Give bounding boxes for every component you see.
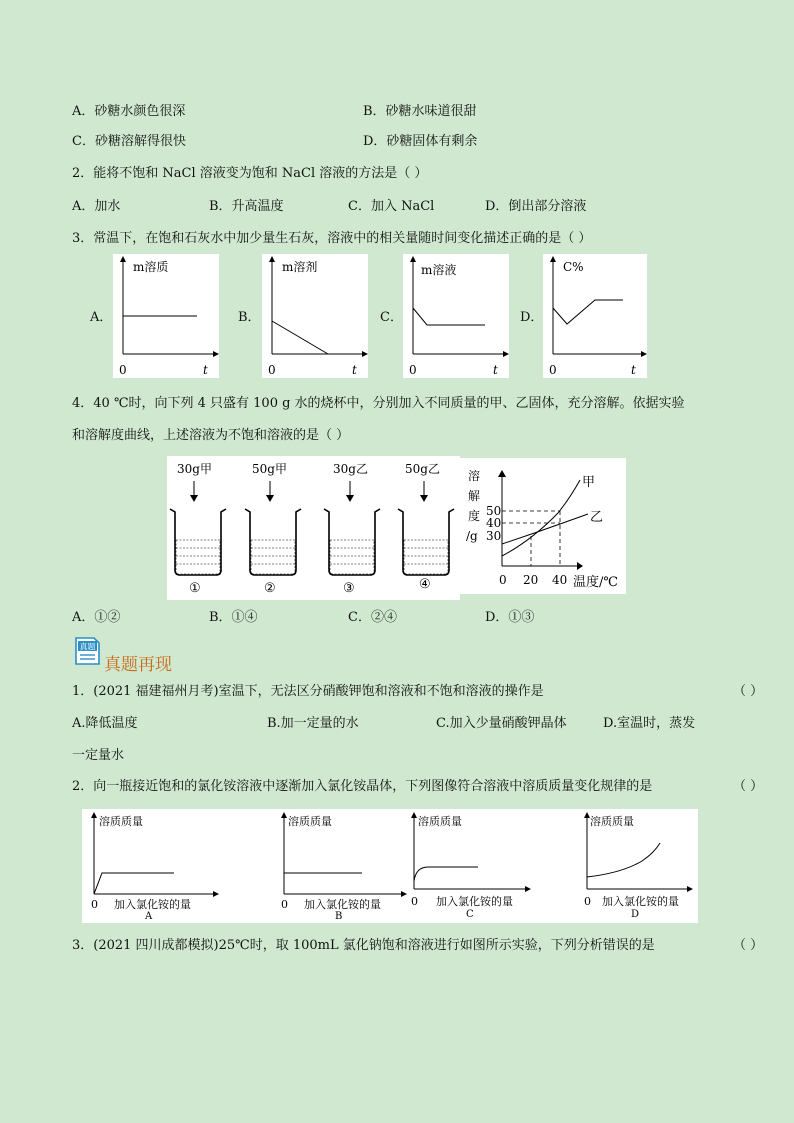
real-q1-option-d-cont: 一定量水 bbox=[72, 748, 125, 763]
option-d: D．砂糖固体有剩余 bbox=[363, 134, 478, 149]
sol-ylabel-2: 解 bbox=[468, 489, 481, 503]
beaker-1-num: ① bbox=[189, 581, 201, 596]
r2-d-xlabel: 加入氯化铵的量 bbox=[602, 895, 679, 908]
beaker-2-amount: 50g甲 bbox=[252, 462, 287, 476]
q3-graph-c bbox=[403, 254, 509, 378]
r2-a-curve bbox=[94, 873, 174, 894]
question-3-stem: 3．常温下，在饱和石灰水中加少量生石灰，溶液中的相关量随时间变化描述正确的是（ ） bbox=[72, 231, 592, 246]
q3-b-xlabel: t bbox=[352, 363, 357, 377]
question-2-stem: 2．能将不饱和 NaCl 溶液变为饱和 NaCl 溶液的方法是（ ） bbox=[72, 166, 428, 181]
real-q3-stem: 3．(2021 四川成都模拟)25℃时，取 100mL 氯化钠饱和溶液进行如图所示实验，下列分析错误的是 bbox=[72, 938, 655, 953]
section-title: 真题再现 bbox=[104, 655, 172, 675]
sol-ytick-40: 40 bbox=[486, 516, 502, 530]
r2-d-origin: 0 bbox=[584, 895, 591, 908]
real-q1-option-b: B.加一定量的水 bbox=[267, 716, 359, 731]
q3-label-d: D． bbox=[520, 310, 544, 325]
r2-a-ylabel: 溶质质量 bbox=[99, 815, 143, 828]
q3-b-curve bbox=[272, 321, 328, 354]
q2-option-b: B．升高温度 bbox=[209, 199, 284, 214]
beaker-3-num: ③ bbox=[343, 581, 355, 596]
beaker-4 bbox=[398, 462, 454, 592]
sol-series-yi: 乙 bbox=[590, 510, 604, 525]
beaker-2 bbox=[245, 462, 301, 596]
beaker-4-num: ④ bbox=[419, 577, 431, 592]
beaker-1 bbox=[170, 462, 226, 596]
curve-yi bbox=[502, 514, 588, 544]
r2-d-letter: D bbox=[631, 909, 640, 920]
r2-c-xlabel: 加入氯化铵的量 bbox=[436, 895, 513, 908]
option-b: B．砂糖水味道很甜 bbox=[363, 104, 477, 119]
question-4-stem-line1: 4．40 ℃时，向下列 4 只盛有 100 g 水的烧杯中，分别加入不同质量的甲、乙固体，充分溶解。依据实验 bbox=[72, 396, 685, 411]
r2-a-origin: 0 bbox=[91, 898, 98, 911]
option-a: A．砂糖水颜色很深 bbox=[72, 104, 186, 119]
r2-c-curve bbox=[414, 867, 478, 881]
exam-icon-text: 真题 bbox=[79, 642, 96, 652]
q3-d-xlabel: t bbox=[631, 363, 636, 377]
q3-graph-d bbox=[543, 254, 647, 378]
real-q1-bracket: （ ） bbox=[733, 684, 764, 699]
solubility-curve bbox=[460, 458, 626, 594]
q4-option-c: C．②④ bbox=[348, 610, 397, 625]
real-q3-bracket: （ ） bbox=[733, 938, 764, 953]
q3-d-ylabel: C% bbox=[563, 260, 584, 274]
r2-d-ylabel: 溶质质量 bbox=[590, 815, 634, 828]
sol-ylabel-1: 溶 bbox=[468, 469, 481, 483]
r2-a-letter: A bbox=[145, 911, 153, 922]
r2-graph-b bbox=[281, 812, 407, 922]
q3-c-origin: 0 bbox=[409, 363, 417, 377]
r2-graph-c bbox=[411, 812, 531, 920]
beaker-3-amount: 30g乙 bbox=[333, 462, 368, 476]
exam-icon bbox=[74, 636, 101, 666]
r2-b-origin: 0 bbox=[281, 898, 288, 911]
q3-c-curve bbox=[413, 308, 485, 325]
q2-option-d: D．倒出部分溶液 bbox=[485, 199, 587, 214]
r2-c-origin: 0 bbox=[411, 895, 418, 908]
r2-b-xlabel: 加入氯化铵的量 bbox=[304, 898, 381, 911]
q3-d-origin: 0 bbox=[549, 363, 557, 377]
beaker-3 bbox=[324, 462, 380, 596]
r2-graph-d bbox=[584, 812, 693, 920]
r2-a-xlabel: 加入氯化铵的量 bbox=[114, 898, 191, 911]
q3-c-xlabel: t bbox=[493, 363, 498, 377]
beaker-1-amount: 30g甲 bbox=[177, 462, 212, 476]
beaker-4-amount: 50g乙 bbox=[405, 462, 440, 476]
question-4-stem-line2: 和溶解度曲线，上述溶液为不饱和溶液的是（ ） bbox=[72, 428, 350, 443]
sol-xtick-40: 40 bbox=[552, 573, 568, 587]
q3-a-origin: 0 bbox=[119, 363, 127, 377]
q4-option-a: A．①② bbox=[72, 610, 121, 625]
sol-xtick-0: 0 bbox=[499, 573, 507, 587]
r2-b-letter: B bbox=[335, 911, 343, 922]
r2-c-ylabel: 溶质质量 bbox=[418, 815, 462, 828]
q3-label-c: C． bbox=[380, 310, 403, 325]
r2-b-ylabel: 溶质质量 bbox=[288, 815, 332, 828]
sol-ytick-30: 30 bbox=[486, 529, 502, 543]
real-q1-option-a: A.降低温度 bbox=[72, 716, 138, 731]
q2-option-c: C．加入 NaCl bbox=[348, 199, 435, 214]
curve-jia bbox=[502, 480, 580, 556]
r2-c-letter: C bbox=[466, 909, 474, 920]
beaker-2-num: ② bbox=[264, 581, 276, 596]
sol-ylabel-4: /g bbox=[466, 529, 478, 543]
q3-b-origin: 0 bbox=[268, 363, 276, 377]
r2-graph-a bbox=[91, 812, 219, 922]
r2-graphs bbox=[82, 809, 698, 923]
q3-a-xlabel: t bbox=[203, 363, 208, 377]
q3-c-ylabel: m溶液 bbox=[421, 263, 457, 277]
option-c: C．砂糖溶解得很快 bbox=[72, 134, 186, 149]
sol-xlabel: 温度/℃ bbox=[573, 575, 618, 590]
beaker-figure bbox=[167, 456, 460, 600]
sol-ytick-50: 50 bbox=[486, 504, 502, 518]
q3-a-ylabel: m溶质 bbox=[133, 260, 169, 274]
sol-ylabel-3: 度 bbox=[468, 509, 481, 523]
q4-option-b: B．①④ bbox=[209, 610, 258, 625]
q3-graph-b bbox=[262, 254, 368, 378]
real-q2-bracket: （ ） bbox=[733, 779, 764, 794]
sol-xtick-20: 20 bbox=[523, 573, 539, 587]
q3-graph-a bbox=[113, 254, 219, 378]
real-q1-option-d: D.室温时，蒸发 bbox=[603, 716, 696, 731]
real-q1-option-c: C.加入少量硝酸钾晶体 bbox=[436, 716, 567, 731]
q3-d-curve bbox=[553, 300, 623, 324]
q2-option-a: A．加水 bbox=[72, 199, 121, 214]
sol-series-jia: 甲 bbox=[582, 475, 596, 490]
q3-b-ylabel: m溶剂 bbox=[282, 260, 318, 274]
r2-d-curve bbox=[587, 843, 660, 877]
q3-label-b: B． bbox=[238, 310, 261, 325]
real-q1-stem: 1．(2021 福建福州月考)室温下，无法区分硝酸钾饱和溶液和不饱和溶液的操作是 bbox=[72, 684, 544, 699]
q4-option-d: D．①③ bbox=[485, 610, 535, 625]
real-q2-stem: 2．向一瓶接近饱和的氯化铵溶液中逐渐加入氯化铵晶体，下列图像符合溶液中溶质质量变化规律的是 bbox=[72, 779, 653, 794]
q3-label-a: A． bbox=[90, 310, 113, 325]
